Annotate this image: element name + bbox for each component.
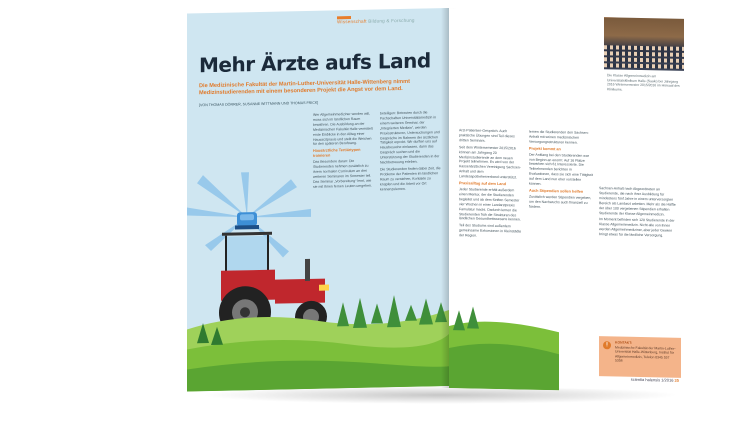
paragraph: Sachsen-Anhalt nach Abgeordneten an Studierende, die nach ihrer Ausbildung für mindestens fünf Jahre in einem unterversorgten Bereich als Landarzt arbeiten. Mehr als die Hälfte der über 100 vergebenen Stipendien erhalten Studierende der Klasse Allgemeinmedizin. — [599, 186, 676, 217]
left-running-head-topic: Bildung & Forschung — [368, 17, 415, 24]
right-page-number: 35 — [674, 377, 679, 383]
subheading: Hausärztliche Tertiärtypen trainieren — [313, 148, 361, 159]
contact-label: KONTAKT: — [615, 340, 633, 345]
photo-caption: Die Klasse Allgemeinmedizin am Universitätsklinikum Halle (Saale) bei Jahrgang 2016 Wintersemester 2015/2016 im Hörsaal des Klinikums. — [607, 73, 680, 92]
paragraph: Teil des Studiums sind außerdem gemeinsame Exkursionen in Kleinstädte der Region. — [459, 223, 522, 238]
right-page-footer — [631, 377, 679, 383]
left-running-head — [337, 18, 415, 25]
left-running-head-section: Wissenschaft — [337, 18, 367, 25]
right-issue-label: scientia halensis 1/2016 — [630, 376, 674, 383]
paragraph: Seit dem Wintersemester 2015/2016 können am Jahrgang 20 Medizinstudierende an dem neuen Projekt teilnehmen. Es wird von der Kassenärztlichen Vereinigung Sachsen-Anhalt und dem Landesapothekerverband unterstützt. — [459, 144, 521, 180]
paragraph: lernen die Studierenden den Sachsen-Anhalt mit seinen medizinischen Versorgungsstrukturen kennen. — [529, 129, 589, 145]
paragraph: Das Besondere daran: Die Studierenden nehmen zusätzlich zu ihrem normalen Curriculum an drei weiteren Seminaren im Semester teil. Das Seminar „Vorbereitung“ lernt, wie sie mit Ihnen fernen Leuten umgehen. — [313, 159, 372, 189]
right-text-column-3 — [599, 186, 679, 332]
left-landscape — [187, 214, 449, 391]
contact-text: Medizinische Fakultät der Martin-Luther-Universität Halle-Wittenberg, Institut für Allgemeinmedizin, Telefon 0345 557 5358 — [615, 344, 676, 363]
subheading: Praxisalltag auf dem Land — [459, 181, 507, 187]
subheading: Projekt kommt an — [529, 146, 561, 152]
trees — [337, 294, 447, 328]
paragraph: Im Moment befinden sich 120 Studierende in der Klasse Allgemeinmedizin. Nicht alle von ihnen werden Allgemeinmediziner, aber jeder Gewinn bringt etwas für die ländliche Versorgung. — [599, 217, 675, 238]
subheading: Auch Stipendien sollen helfen — [529, 188, 584, 194]
paragraph: Wer Allgemeinmediziner werden will, muss sich im ländlichen Raum bewähren. Die Ausbildung an der Medizinischen Fakultät Halle vermittelt erste Einblicke in den Alltag einer Hausarztpraxis und stellt die Weichen für den späteren Berufsweg. — [313, 111, 373, 147]
paragraph: beteiligen: Betreuten durch die Fachschaften Universitätsmedizin in einem weiteren Seminar, der „Integrierten Medizin“, werden Praxisstrukturen, Untersuchungen und Gespräche im Rahmen der ärztlichen Tätigkeit erprobt. Wir durften uns auf Hausbesuche einlassen, dann das Gespräch suchen und die Unterstützung der Studierenden in der Nachbetreuung erleben. — [380, 110, 440, 165]
paragraph: Der Anklang bei den Studierenden war von Beginn an enorm: Auf 16 Plätze bewarben sich 61 Interessierte. Die Teilnehmenden berichten in Evaluationen, dass sie sich eine Tätigkeit auf dem Land nun eher vorstellen können. — [529, 152, 593, 186]
article-lead: Die Medizinische Fakultät der Martin-Luther-Universität Halle-Wittenberg nimmt Medizinstudierenden mit einem besonderen Projekt die Angst vor dem Land. — [199, 78, 410, 97]
article-authors: [VON THOMAS DÖRRER, SUSANNE WITTMANN UND THOMAS FRICK] — [199, 100, 319, 108]
paragraph: Die Studierenden finden dabei Zeit, die Probleme der Patienten im ländlichen Raum zu verstehen, Kontakte zu knüpfen und die Arbeit vor Ort kennenzulernen. — [380, 166, 441, 192]
paragraph: Zusätzlich werden Stipendien vergeben, um den Nachwuchs auch finanziell zu fördern. — [529, 194, 592, 209]
class-photo — [604, 17, 684, 71]
exclamation-icon: ! — [603, 341, 611, 349]
right-hills — [449, 296, 559, 390]
paragraph: Arzt-Patienten-Gespräch. Auch praktische Übungen sind Teil dieses dritten Seminars. — [459, 128, 515, 143]
hills-and-trees — [187, 214, 449, 391]
right-text-column-2 — [529, 130, 593, 319]
article-title: Mehr Ärzte aufs Land — [199, 48, 431, 78]
paragraph: Jeder Studierende erhält außerdem einen Mentor, der die Studierenden begleitet und ab dem fünften Semester vier Wochen in einer Landarztpraxis Famulatur macht. Dadurch lernen die Studierenden früh die Strukturen des ländlichen Gesundheitswesens kennen. — [459, 187, 521, 222]
contact-box — [599, 336, 681, 378]
right-landscape — [449, 296, 559, 390]
